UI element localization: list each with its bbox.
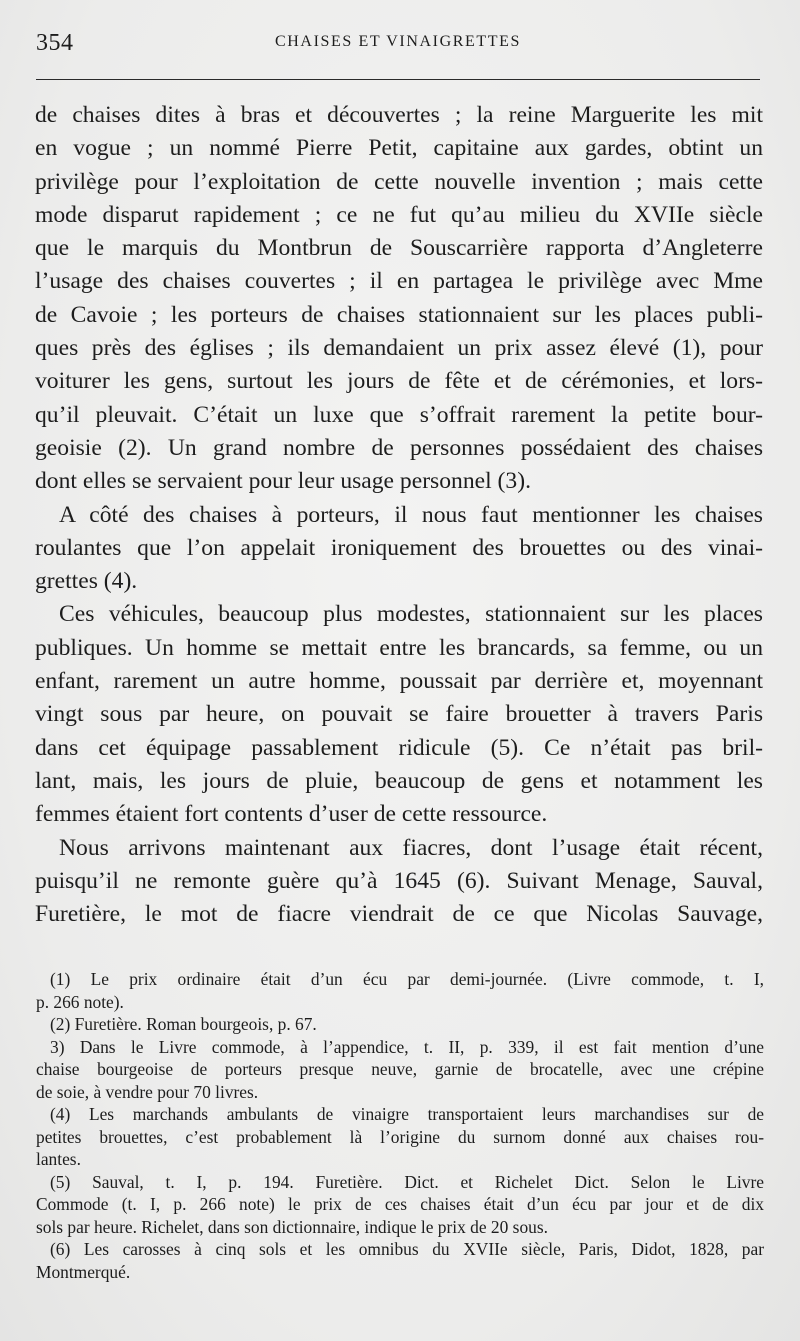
body-line: grettes (4). bbox=[35, 568, 138, 595]
body-line: de chaises dites à bras et découvertes ; la reine Marguerite les mit bbox=[35, 102, 763, 128]
footnote-line: lantes. bbox=[36, 1149, 81, 1169]
body-line: Ces véhicules, beaucoup plus modestes, stationnaient sur les places bbox=[59, 601, 763, 628]
footnote-line: 3) Dans le Livre commode, à l’appendice, t. II, p. 339, il est fait mention d’une bbox=[50, 1036, 764, 1057]
footnote-line: (1) Le prix ordinaire était d’un écu par demi-journée. (Livre commode, t. I, bbox=[50, 969, 764, 989]
running-head: CHAISES ET VINAIGRETTES bbox=[275, 33, 521, 50]
page-header bbox=[36, 26, 760, 66]
body-line: lant, mais, les jours de pluie, beaucoup de gens et notamment les bbox=[35, 767, 763, 794]
body-line: de Cavoie ; les porteurs de chaises stationnaient sur les places publi- bbox=[35, 301, 763, 328]
footnote-line: (4) Les marchands ambulants de vinaigre transportaient leurs marchandises sur de bbox=[50, 1104, 764, 1124]
body-line: l’usage des chaises couvertes ; il en partagea le privilège avec Mme bbox=[35, 268, 763, 295]
body-line: dont elles se servaient pour leur usage personnel (3). bbox=[35, 468, 531, 495]
body-line: qu’il pleuvait. C’était un luxe que s’offrait rarement la petite bour- bbox=[35, 401, 763, 428]
footnote-line: Montmerqué. bbox=[36, 1261, 131, 1282]
body-line: roulantes que l’on appelait ironiquement des brouettes ou des vinai- bbox=[35, 534, 763, 561]
body-line: ques près des églises ; ils demandaient un prix assez élevé (1), pour bbox=[35, 335, 763, 362]
body-line: dans cet équipage passablement ridicule (5). Ce n’était pas bril- bbox=[35, 734, 763, 761]
header-rule bbox=[36, 79, 760, 80]
footnote-line: chaise bourgeoise de porteurs presque neuve, garnie de brocatelle, avec une crépine bbox=[36, 1059, 764, 1079]
footnote-line: petites brouettes, c’est probablement là l’origine du surnom donné aux chaises rou- bbox=[36, 1126, 764, 1147]
body-line: en vogue ; un nommé Pierre Petit, capitaine aux gardes, obtint un bbox=[35, 135, 763, 162]
footnote-line: (5) Sauval, t. I, p. 194. Furetière. Dict. et Richelet Dict. Selon le Livre bbox=[50, 1171, 764, 1192]
body-line: vingt sous par heure, on pouvait se faire brouetter à travers Paris bbox=[35, 701, 763, 728]
footnote-line: sols par heure. Richelet, dans son dictionnaire, indique le prix de 20 sous. bbox=[36, 1216, 548, 1237]
body-line: Furetière, le mot de fiacre viendrait de ce que Nicolas Sauvage, bbox=[35, 901, 763, 928]
footnotes bbox=[36, 968, 764, 1283]
body-line: puisqu’il ne remonte guère qu’à 1645 (6). Suivant Menage, Sauval, bbox=[35, 867, 763, 894]
footnote-line: Commode (t. I, p. 266 note) le prix de ces chaises était d’un écu par jour et de dix bbox=[36, 1194, 764, 1214]
body-text bbox=[35, 99, 763, 931]
body-line: que le marquis du Montbrun de Souscarrière rapporta d’Angleterre bbox=[35, 235, 763, 262]
body-line: Nous arrivons maintenant aux fiacres, dont l’usage était récent, bbox=[59, 834, 763, 861]
body-line: mode disparut rapidement ; ce ne fut qu’au milieu du XVIIe siècle bbox=[35, 201, 763, 228]
body-line: publiques. Un homme se mettait entre les brancards, sa femme, ou un bbox=[35, 634, 763, 661]
footnote-line: (2) Furetière. Roman bourgeois, p. 67. bbox=[50, 1014, 317, 1034]
body-line: enfant, rarement un autre homme, poussait par derrière et, moyennant bbox=[35, 668, 763, 695]
body-line: geoisie (2). Un grand nombre de personnes possédaient des chaises bbox=[35, 434, 763, 461]
body-line: femmes étaient fort contents d’user de cette ressource. bbox=[35, 801, 548, 828]
body-line: voiturer les gens, surtout les jours de fête et de cérémonies, et lors- bbox=[35, 368, 763, 395]
footnote-line: p. 266 note). bbox=[36, 991, 124, 1012]
footnote-line: de soie, à vendre pour 70 livres. bbox=[36, 1081, 259, 1102]
body-line: A côté des chaises à porteurs, il nous faut mentionner les chaises bbox=[59, 501, 763, 528]
footnote-line: (6) Les carosses à cinq sols et les omnibus du XVIIe siècle, Paris, Didot, 1828, par bbox=[50, 1239, 764, 1259]
body-line: privilège pour l’exploitation de cette nouvelle invention ; mais cette bbox=[35, 168, 763, 195]
page-number: 354 bbox=[36, 30, 74, 56]
